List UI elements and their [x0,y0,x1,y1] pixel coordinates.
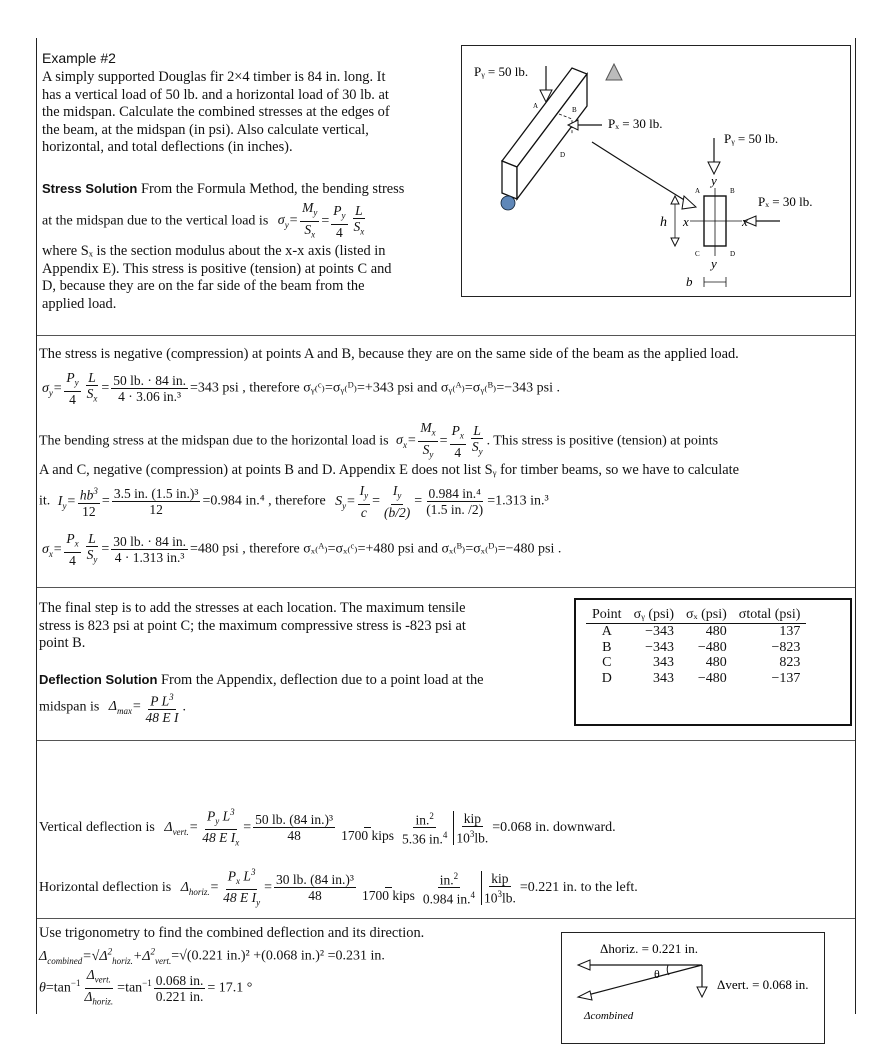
deflection-triangle-box [561,932,825,1044]
stress-table [586,607,806,686]
problem-text [42,69,390,157]
iy-sy-equation: it. $I_y=$ $\frac{hb^3}{12}$ = $\frac{\text{3.5 in. (1.5 in.)³}}{12}$ =0.984 in.⁴ , therefore $S_y=$ $\frac{I_y}{c}$ = $\frac{I_y}{(b/2)}$ = $\frac{\text{0.984 in.⁴}}{(1.5 in. /2)}$ =1.313 in.³ [39,483,549,520]
eq-x-numerator: 30 lb. · 84 in. [113,533,187,549]
problem-line: horizontal, and total deflections (in inches). [42,139,293,155]
table-cell: −480 [697,670,727,686]
load-label: Pᵧ = 50 lb. [474,64,529,79]
vertical-deflection-eq: Vertical deflection is $\Delta_{vert.}=$ $\frac{P_y L^3}{48 E I_x}$ = $\frac{\text{50 lb. (84 in.)³}}{48}$ 1700 kips $\frac{in.^2}{5.36 in.^4}$ $\frac{\text{kip}}{10^3lb.}$ =0.068 in. downward. [39,807,616,848]
left-support-icon [501,196,515,210]
eq-x-denominator: 4 · 1.313 in.³ [114,549,185,565]
table-header: σtotal (psi) [733,607,807,624]
horiz-result: =0.221 in. to the left. [519,880,638,896]
load-label: Pₓ = 30 lb. [758,194,813,209]
stress-after-line: where Sₓ is the section modulus about the x-x axis (listed in [42,243,386,259]
axis-label: y [711,256,717,271]
stress-after-line: applied load. [42,295,117,312]
deflection-line2: midspan is [39,699,100,715]
example-title: Example #2 [42,50,116,66]
load-label: Pₓ = 30 lb. [608,116,663,131]
table-cell: −480 [697,639,727,655]
table-cell: 343 [653,670,674,686]
dim-label: b [686,274,693,289]
stress-solution-intro: From the Formula Method, the bending stress [137,181,405,197]
stress-after-text [42,243,391,313]
document-page [36,38,856,1022]
problem-line: A simply supported Douglas fir 2×4 timber is 84 in. long. It [42,69,386,85]
eq-y-denominator: 4 · 3.06 in.³ [118,388,182,404]
sy-numerator: 0.984 in.⁴ [428,485,481,501]
deflection-formula: midspan is $\Delta_{max}=$ $\frac{P L^3}{\text{48 E I}}$ . [39,692,186,725]
problem-line: has a vertical load of 50 lb. and a horizontal load of 30 lb. at [42,86,389,103]
fig2-label: Δvert. = 0.068 in. [717,977,809,992]
sigma-y-equation: $\sigma_y=$ $\frac{P_y}{4}$ $\frac{L}{S_x}$ = $\frac{50 lb. \cdot 84 in.}{\text{4 · 3.06 in.³}}$ =343 psi , therefore σᵧ₍ᶜ₎=σᵧ₍ᴰ₎=+343 psi and σᵧ₍ᴬ₎=σᵧ₍ᴮ₎=−343 psi . [42,370,560,407]
final-line: stress is 823 psi at point C; the maximum compressive stress is -823 psi at [39,617,466,634]
theta-result: = 17.1 ° [207,980,253,996]
stress-line2: at the midspan due to the vertical load is [42,213,269,229]
horizontal-deflection-eq: Horizontal deflection is $\Delta_{horiz.}=$ $\frac{P_x L^3}{48 E I_y}$ = $\frac{\text{30 lb. (84 in.)³}}{48}$ 1700 kips $\frac{in.^2}{0.984 in.^4}$ $\frac{\text{kip}}{10^3lb.}$ =0.221 in. to the left. [39,867,638,908]
table-header: σᵧ (psi) [628,607,680,624]
problem-line: the midspan. Calculate the combined stresses at the edges of [42,104,390,120]
horizontal-label: Horizontal deflection is [39,880,172,896]
point-label: B [730,187,735,195]
eq-y-result: =343 psi , therefore σᵧ₍ᶜ₎=σᵧ₍ᴰ₎=+343 psi and σᵧ₍ᴬ₎=σᵧ₍ᴮ₎=−343 psi . [190,380,560,396]
combined-arrowhead [578,991,592,1000]
sy-denominator: (1.5 in. /2) [426,501,484,517]
iy-numerator: 3.5 in. (1.5 in.)³ [113,485,199,501]
axis-label: y [711,173,717,188]
final-section [37,587,855,741]
vert-result: =0.068 in. downward. [492,820,616,836]
table-cell: 137 [779,624,801,639]
combined-equation: $\Delta_{combined}=√\Delta^2_{horiz.}+\Delta^2_{vert.}=√(0.221$ in.)² +(0.068 in.)² =0.231 in. [39,946,385,966]
deflection-solution-line [39,671,484,690]
beam-diagram-svg [462,46,850,296]
problem-section [37,38,855,335]
table-cell: A [601,624,612,639]
eq-y-numerator: 50 lb. · 84 in. [113,372,187,388]
vertical-label: Vertical deflection is [39,820,155,836]
combined-deflection-arrow [580,965,702,997]
vertical-arrowhead [697,987,707,997]
trig-intro: Use trigonometry to find the combined deflection and its direction. [39,925,425,941]
table-cell: −343 [645,639,674,655]
stress-table-box [574,598,852,726]
table-cell: 480 [705,655,727,670]
deflection-intro: From the Appendix, deflection due to a point load at the [157,672,484,688]
vert-numerator: 50 lb. (84 in.)³ [255,812,334,828]
table-cell: 480 [705,624,727,639]
eq-x-result: =480 psi , therefore σₓ₍ᴬ₎=σₓ₍ᶜ₎=+480 psi and σₓ₍ᴮ₎=σₓ₍ᴰ₎=−480 psi . [190,541,562,557]
stress-after-line: Appendix E). This stress is positive (tension) at points C and [42,260,392,277]
table-cell: D [601,670,612,686]
combined-section [37,918,855,1022]
dim-label: h [660,215,667,230]
negative-stress-text: The stress is negative (compression) at points A and B, because they are on the same side of the beam as the applied load. [39,346,739,362]
fig2-label: Δhoriz. = 0.221 in. [600,941,699,956]
right-support-icon [606,64,622,80]
sy-result: =1.313 in.³ [487,493,549,509]
axis-label: x [683,214,689,229]
table-cell: C [602,655,612,670]
theta-label: θ [654,967,660,981]
iy-prefix: it. [39,493,51,509]
final-line: The final step is to add the stresses at each location. The maximum tensile [39,600,466,616]
point-label: D [560,151,566,159]
horizontal-arrowhead [578,960,590,970]
sigma-x-equation: $\sigma_x=$ $\frac{P_x}{4}$ $\frac{L}{S_y}$ = $\frac{30 lb. \cdot 84 in.}{\text{4 · 1.313 in.³}}$ =480 psi , therefore σₓ₍ᴬ₎=σₓ₍ᶜ₎=+480 psi and σₓ₍ᴮ₎=σₓ₍ᴰ₎=−480 psi . [42,531,562,568]
stress-after-line: D, because they are on the far side of the beam from the [42,278,365,294]
h-arrow-top [671,196,679,204]
fig2-label: Δcombined [584,1010,634,1022]
beam-figure [461,45,851,297]
table-header-row [586,607,806,624]
horizontal-load-text: The bending stress at the midspan due to the horizontal load is $\sigma_x=$ $\frac{M_x}{S_y}$ = $\frac{P_x}{4}$ $\frac{L}{S_y}$ . This stress is positive (tension) at points [39,420,719,460]
table-cell: B [602,639,612,655]
theta-equation: $\theta=\tan^{-1}$ $\frac{\Delta_{vert.}}{\Delta_{horiz.}}$ $=\tan^{-1}$ $\frac{0.068 in.}{0.221 in.}$ = 17.1 ° [39,967,253,1007]
table-cell: −823 [771,639,801,655]
axis-label: x [742,214,748,229]
load-label: Pᵧ = 50 lb. [724,131,779,146]
point-label: A [533,102,539,110]
table-cell: −137 [771,670,801,686]
view-curved-arrow [592,142,694,206]
point-label: C [695,250,700,258]
table-cell: 823 [779,655,801,670]
table-cell: −343 [645,624,674,639]
horiz-numerator: 30 lb. (84 in.)³ [276,872,354,888]
problem-line: the beam, at the midspan (in psi). Also calculate vertical, [42,121,369,138]
table-row [586,671,806,687]
stress-solution-line [42,180,404,199]
table-row [586,640,806,656]
h-arrow-bottom [671,238,679,246]
view-arrowhead [682,196,696,209]
sigma-y-formula: at the midspan due to the vertical load is $\sigma_y=$ $\frac{M_y}{S_x}$ = $\frac{P_y}{4}$ $\frac{L}{S_x}$ [42,200,365,240]
deflection-solution-heading: Deflection Solution [39,672,158,687]
iy-result: =0.984 in.⁴ , therefore [202,493,326,509]
table-row [586,624,806,640]
combined-result: =√(0.221 in.)² +(0.068 in.)² =0.231 in. [171,948,385,964]
stress-calc-section [37,335,855,588]
theta-denominator: 0.221 in. [155,988,204,1004]
horizontal-stmt-tail: . This stress is positive (tension) at points [486,433,719,449]
final-line: point B. [39,635,86,651]
table-row [586,655,806,671]
horizontal-stmt: The bending stress at the midspan due to the horizontal load is [39,433,389,449]
final-text [39,600,466,653]
point-label: D [730,250,736,258]
point-label: A [695,187,701,195]
table-cell: 343 [653,655,674,670]
stress-solution-heading: Stress Solution [42,181,138,196]
beam-end-face [502,161,517,199]
table-header: Point [586,607,628,624]
deflection-section [37,740,855,919]
deflection-triangle-svg [562,933,824,1043]
theta-numerator: 0.068 in. [155,972,204,988]
point-label: B [572,106,577,114]
table-header: σₓ (psi) [680,607,733,624]
appendix-text: A and C, negative (compression) at points B and D. Appendix E does not list Sᵧ for timber beams, so we have to calculate [39,462,740,478]
